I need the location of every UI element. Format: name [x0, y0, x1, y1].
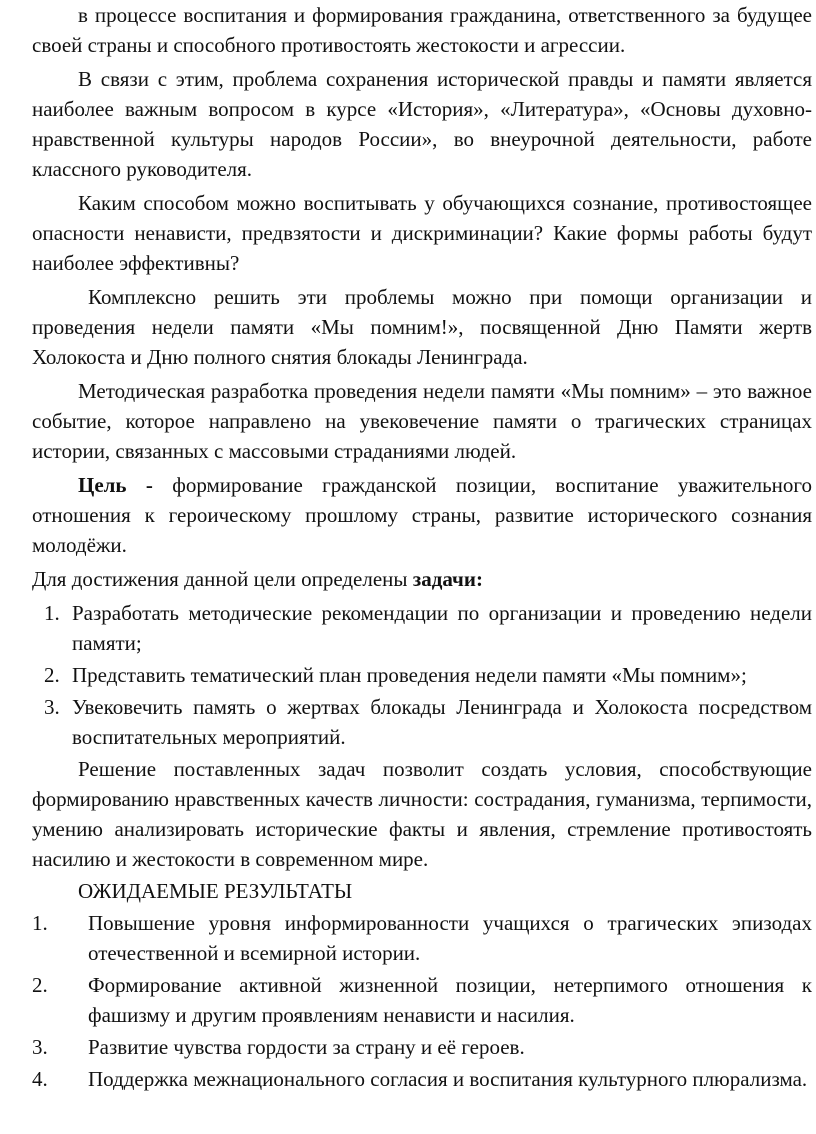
list-item	[32, 908, 812, 968]
paragraph-problem: В связи с этим, проблема сохранения исторической правды и памяти является наиболее важным вопросом в курсе «История», «Литература», «Основы духовно-нравственной культуры народов России», во внеурочной деятельности, работе классного руководителя.	[32, 67, 812, 181]
list-item	[32, 1032, 812, 1062]
list-item-text: Представить тематический план проведения недели памяти «Мы помним»;	[72, 663, 747, 687]
list-item	[32, 970, 812, 1030]
list-item	[32, 1064, 812, 1094]
tasks-list	[32, 598, 812, 752]
paragraph-intro: в процессе воспитания и формирования гражданина, ответственного за будущее своей страны и способного противостоять жестокости и агрессии.	[32, 3, 812, 57]
list-number: 1.	[44, 601, 60, 625]
list-item-text: Разработать методические рекомендации по организации и проведению недели памяти;	[72, 601, 812, 655]
list-item-text: Повышение уровня информированности учащихся о трагических эпизодах отечественной и всемирной истории.	[88, 911, 812, 965]
list-item-text: Поддержка межнационального согласия и воспитания культурного плюрализма.	[88, 1067, 808, 1091]
goal-text: формирование гражданской позиции, воспитание уважительного отношения к героическому прошлому страны, развитие исторического сознания молодёжи.	[32, 473, 812, 557]
paragraph-methodology: Методическая разработка проведения недели памяти «Мы помним» – это важное событие, которое направлено на увековечение памяти о трагических страницах истории, связанных с массовыми страданиями людей.	[32, 379, 812, 463]
list-item-text: Увековечить память о жертвах блокады Ленинграда и Холокоста посредством воспитательных мероприятий.	[72, 695, 812, 749]
list-item	[32, 660, 812, 690]
results-heading: ОЖИДАЕМЫЕ РЕЗУЛЬТАТЫ	[78, 879, 353, 903]
list-number: 3.	[32, 1035, 48, 1059]
paragraph-goal	[32, 470, 812, 560]
paragraph-tasks-intro	[32, 564, 812, 594]
list-number: 1.	[32, 911, 48, 935]
list-number: 3.	[44, 695, 60, 719]
document-page	[32, 0, 812, 1096]
goal-label: Цель -	[78, 473, 153, 497]
list-item-text: Развитие чувства гордости за страну и её героев.	[88, 1035, 525, 1059]
results-list	[32, 908, 812, 1094]
tasks-intro-text: Для достижения данной цели определены	[32, 567, 413, 591]
list-item	[32, 692, 812, 752]
list-item	[32, 598, 812, 658]
paragraph-question: Каким способом можно воспитывать у обучающихся сознание, противостоящее опасности ненависти, предвзятости и дискриминации? Какие формы работы будут наиболее эффективны?	[32, 191, 812, 275]
list-number: 4.	[32, 1067, 48, 1091]
paragraph-solution-week: Комплексно решить эти проблемы можно при помощи организации и проведения недели памяти «Мы помним!», посвященной Дню Памяти жертв Холокоста и Дню полного снятия блокады Ленинграда.	[32, 285, 812, 369]
tasks-keyword: задачи:	[412, 567, 483, 591]
list-number: 2.	[44, 663, 60, 687]
list-item-text: Формирование активной жизненной позиции, нетерпимого отношения к фашизму и другим проявлениям ненависти и насилия.	[88, 973, 812, 1027]
paragraph-outcome: Решение поставленных задач позволит создать условия, способствующие формированию нравственных качеств личности: сострадания, гуманизма, терпимости, умению анализировать исторические факты и явления, стремление противостоять насилию и жестокости в современном мире.	[32, 757, 812, 871]
list-number: 2.	[32, 973, 48, 997]
